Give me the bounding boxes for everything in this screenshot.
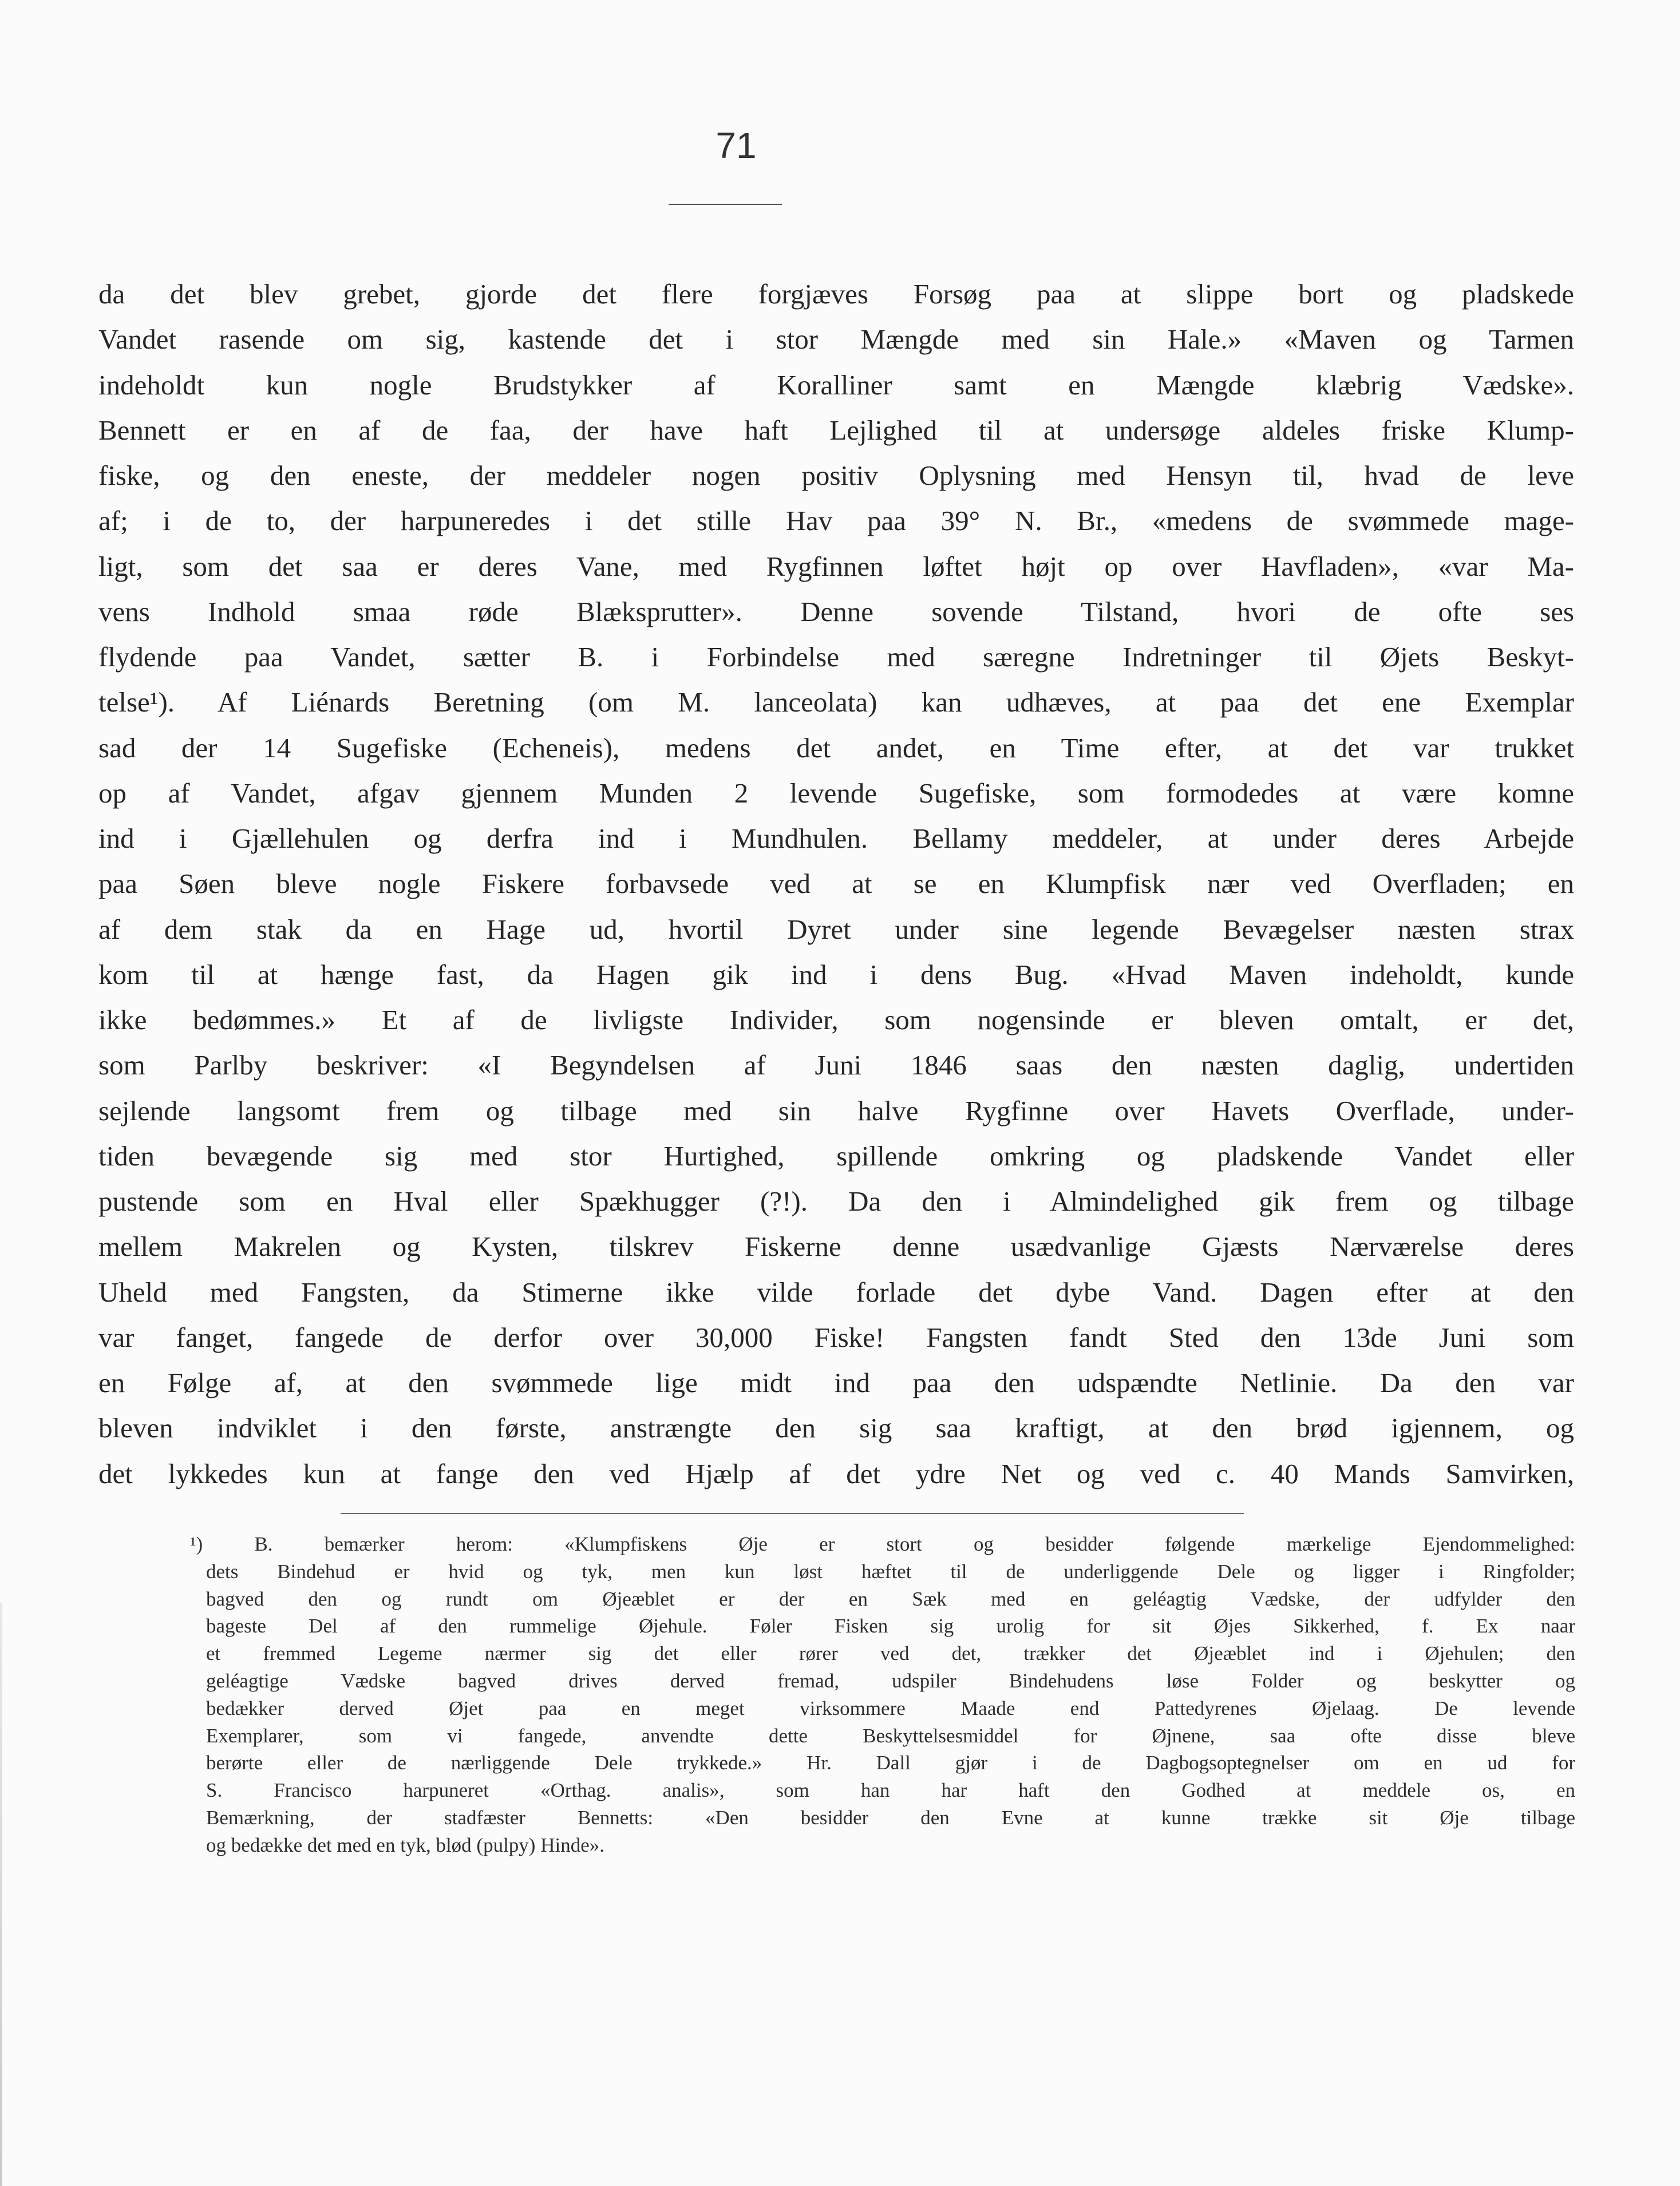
page-number-rule [669,204,782,205]
body-line: ind i Gjællehulen og derfra ind i Mundhulen. Bellamy meddeler, at under deres Arbejde [98,823,1574,854]
body-line: bleven indviklet i den første, anstrængte den sig saa kraftigt, at den brød igjennem, og [98,1412,1574,1444]
body-line: sad der 14 Sugefiske (Echeneis), medens det andet, en Time efter, at det var trukket [98,732,1574,764]
body-line: vens Indhold smaa røde Blæksprutter». Denne sovende Tilstand, hvori de ofte ses [98,595,1574,627]
footnote-line: geléagtige Vædske bagved drives derved fremad, udspiler Bindehudens løse Folder og beskytter og [206,1669,1575,1692]
body-line: sejlende langsomt frem og tilbage med sin halve Rygfinne over Havets Overflade, under- [98,1094,1574,1126]
body-line: telse¹). Af Liénards Beretning (om M. lanceolata) kan udhæves, at paa det ene Exemplar [98,686,1574,718]
body-line: kom til at hænge fast, da Hagen gik ind i dens Bug. «Hvad Maven indeholdt, kunde [98,958,1574,990]
body-line: paa Søen bleve nogle Fiskere forbavsede ved at se en Klumpfisk nær ved Overfladen; en [98,868,1574,900]
footnote-line: Bemærkning, der stadfæster Bennetts: «Den besidder den Evne at kunne trække sit Øje tilbage [206,1806,1575,1829]
footnote [190,1531,1575,1859]
page-number: 71 [716,125,757,166]
body-line: ikke bedømmes.» Et af de livligste Individer, som nogensinde er bleven omtalt, er det, [98,1004,1574,1035]
footnote-line: og bedække det med en tyk, blød (pulpy) Hinde». [206,1833,604,1856]
body-line: det lykkedes kun at fange den ved Hjælp af det ydre Net og ved c. 40 Mands Samvirken, [98,1457,1574,1489]
body-line: op af Vandet, afgav gjennem Munden 2 levende Sugefiske, som formodedes at være komne [98,777,1574,809]
footnote-line: dets Bindehud er hvid og tyk, men kun løst hæftet til de underliggende Dele og ligger i Ringfolder; [206,1560,1575,1583]
body-line: da det blev grebet, gjorde det flere forgjæves Forsøg paa at slippe bort og pladskede [98,278,1574,310]
body-line: af dem stak da en Hage ud, hvortil Dyret under sine legende Bevægelser næsten strax [98,913,1574,945]
body-text [98,271,1574,1496]
footnote-line: et fremmed Legeme nærmer sig det eller rører ved det, trækker det Øjeæblet ind i Øjehulen; den [206,1642,1575,1665]
footnote-separator [341,1513,1244,1514]
body-line: flydende paa Vandet, sætter B. i Forbindelse med særegne Indretninger til Øjets Beskyt- [98,641,1574,673]
body-line: Uheld med Fangsten, da Stimerne ikke vilde forlade det dybe Vand. Dagen efter at den [98,1276,1574,1308]
footnote-line: S. Francisco harpuneret «Orthag. analis», som han har haft den Godhed at meddele os, en [206,1779,1575,1802]
body-line: af; i de to, der harpuneredes i det stille Hav paa 39° N. Br., «medens de svømmede mage- [98,505,1574,537]
body-line: mellem Makrelen og Kysten, tilskrev Fiskerne denne usædvanlige Gjæsts Nærværelse deres [98,1231,1574,1263]
body-line: Bennett er en af de faa, der have haft Lejlighed til at undersøge aldeles friske Klump- [98,414,1574,446]
footnote-line: bagved den og rundt om Øjeæblet er der en Sæk med en geléagtig Vædske, der udfylder den [206,1587,1575,1610]
body-line: som Parlby beskriver: «I Begyndelsen af Juni 1846 saas den næsten daglig, undertiden [98,1049,1574,1081]
body-line: en Følge af, at den svømmede lige midt ind paa den udspændte Netlinie. Da den var [98,1367,1574,1398]
body-line: indeholdt kun nogle Brudstykker af Koralliner samt en Mængde klæbrig Vædske». [98,369,1574,401]
body-line: tiden bevægende sig med stor Hurtighed, spillende omkring og pladskende Vandet eller [98,1140,1574,1172]
body-line: ligt, som det saa er deres Vane, med Rygfinnen løftet højt op over Havfladen», «var Ma- [98,550,1574,582]
footnote-line: ¹) B. bemærker herom: «Klumpfiskens Øje er stort og besidder følgende mærkelige Ejendommelighed: [190,1533,1575,1555]
footnote-line: bedækker derved Øjet paa en meget virksommere Maade end Pattedyrenes Øjelaag. De levende [206,1697,1575,1719]
footnote-line: berørte eller de nærliggende Dele trykkede.» Hr. Dall gjør i de Dagbogsoptegnelser om en ud for [206,1752,1575,1774]
footnote-line: Exemplarer, som vi fangede, anvendte dette Beskyttelsesmiddel for Øjnene, saa ofte disse bleve [206,1724,1575,1747]
footnote-line: bageste Del af den rummelige Øjehule. Føler Fisken sig urolig for sit Øjes Sikkerhed, f. Ex naar [206,1615,1575,1638]
body-line: fiske, og den eneste, der meddeler nogen positiv Oplysning med Hensyn til, hvad de leve [98,460,1574,491]
scan-edge-shadow [0,1603,2,2186]
body-line: Vandet rasende om sig, kastende det i stor Mængde med sin Hale.» «Maven og Tarmen [98,323,1574,355]
body-line: var fanget, fangede de derfor over 30,000 Fiske! Fangsten fandt Sted den 13de Juni som [98,1321,1574,1353]
body-line: pustende som en Hval eller Spækhugger (?!). Da den i Almindelighed gik frem og tilbage [98,1185,1574,1217]
